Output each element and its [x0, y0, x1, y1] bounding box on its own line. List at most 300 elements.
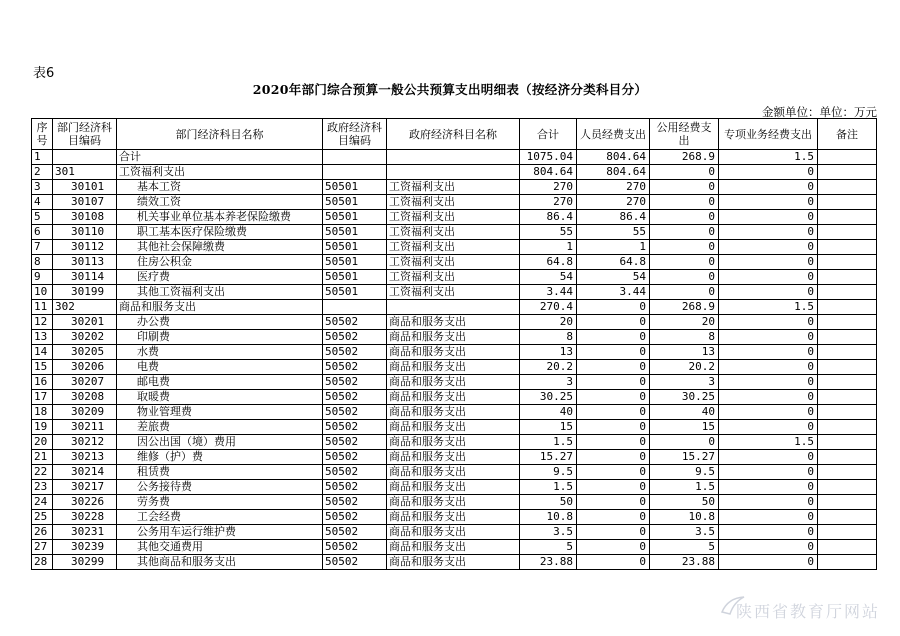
cell-dept-name: 工资福利支出 — [117, 165, 323, 180]
cell-gov-name: 商品和服务支出 — [387, 480, 520, 495]
cell-total: 20.2 — [520, 360, 577, 375]
table-row — [32, 180, 877, 195]
header-remark: 备注 — [818, 119, 877, 150]
cell-seq: 28 — [32, 555, 53, 570]
cell-seq: 12 — [32, 315, 53, 330]
cell-gov-code: 50501 — [323, 270, 387, 285]
cell-gov-code: 50502 — [323, 555, 387, 570]
cell-public: 268.9 — [650, 150, 719, 165]
cell-seq: 13 — [32, 330, 53, 345]
cell-remark — [818, 405, 877, 420]
cell-gov-code: 50501 — [323, 240, 387, 255]
cell-personnel: 0 — [577, 510, 650, 525]
cell-personnel: 0 — [577, 525, 650, 540]
watermark-text: 陕西省教育厅网站 — [735, 602, 880, 621]
cell-personnel: 86.4 — [577, 210, 650, 225]
cell-remark — [818, 375, 877, 390]
cell-seq: 8 — [32, 255, 53, 270]
cell-special: 0 — [719, 195, 818, 210]
cell-gov-code: 50502 — [323, 525, 387, 540]
cell-dept-name: 印刷费 — [117, 330, 323, 345]
cell-dept-code: 30228 — [53, 510, 117, 525]
cell-dept-name: 住房公积金 — [117, 255, 323, 270]
cell-gov-code: 50502 — [323, 495, 387, 510]
cell-remark — [818, 510, 877, 525]
cell-dept-name: 其他商品和服务支出 — [117, 555, 323, 570]
cell-dept-code: 30226 — [53, 495, 117, 510]
cell-personnel: 0 — [577, 360, 650, 375]
cell-special: 1.5 — [719, 435, 818, 450]
table-row — [32, 495, 877, 510]
cell-total: 804.64 — [520, 165, 577, 180]
cell-seq: 18 — [32, 405, 53, 420]
cell-public: 20 — [650, 315, 719, 330]
cell-public: 0 — [650, 165, 719, 180]
cell-gov-code: 50502 — [323, 375, 387, 390]
header-public: 公用经费支出 — [650, 119, 719, 150]
table-row — [32, 285, 877, 300]
cell-personnel: 54 — [577, 270, 650, 285]
cell-public: 20.2 — [650, 360, 719, 375]
cell-special: 0 — [719, 315, 818, 330]
cell-seq: 17 — [32, 390, 53, 405]
cell-personnel: 804.64 — [577, 165, 650, 180]
header-personnel: 人员经费支出 — [577, 119, 650, 150]
cell-dept-code: 30108 — [53, 210, 117, 225]
cell-total: 15 — [520, 420, 577, 435]
cell-personnel: 0 — [577, 300, 650, 315]
cell-personnel: 3.44 — [577, 285, 650, 300]
cell-gov-name: 工资福利支出 — [387, 210, 520, 225]
cell-remark — [818, 495, 877, 510]
cell-seq: 4 — [32, 195, 53, 210]
cell-dept-code: 30199 — [53, 285, 117, 300]
unit-note: 金额单位：单位：万元 — [762, 105, 877, 119]
cell-gov-name: 商品和服务支出 — [387, 360, 520, 375]
cell-gov-name: 工资福利支出 — [387, 180, 520, 195]
cell-total: 15.27 — [520, 450, 577, 465]
cell-gov-code: 50502 — [323, 360, 387, 375]
cell-gov-name: 商品和服务支出 — [387, 450, 520, 465]
cell-total: 86.4 — [520, 210, 577, 225]
cell-public: 1.5 — [650, 480, 719, 495]
table-row — [32, 255, 877, 270]
table-row — [32, 315, 877, 330]
cell-total: 3.5 — [520, 525, 577, 540]
cell-gov-code: 50502 — [323, 405, 387, 420]
cell-gov-name: 商品和服务支出 — [387, 555, 520, 570]
cell-personnel: 0 — [577, 435, 650, 450]
cell-public: 8 — [650, 330, 719, 345]
cell-remark — [818, 465, 877, 480]
table-row — [32, 330, 877, 345]
cell-remark — [818, 195, 877, 210]
cell-remark — [818, 525, 877, 540]
cell-dept-code: 30107 — [53, 195, 117, 210]
cell-dept-name: 劳务费 — [117, 495, 323, 510]
cell-special: 0 — [719, 180, 818, 195]
cell-gov-name: 商品和服务支出 — [387, 405, 520, 420]
header-dept-code: 部门经济科目编码 — [53, 119, 117, 150]
cell-personnel: 804.64 — [577, 150, 650, 165]
cell-dept-name: 公务用车运行维护费 — [117, 525, 323, 540]
page-title: 2020年部门综合预算一般公共预算支出明细表（按经济分类科目分） — [252, 82, 648, 97]
cell-public: 30.25 — [650, 390, 719, 405]
cell-personnel: 1 — [577, 240, 650, 255]
cell-gov-name: 商品和服务支出 — [387, 540, 520, 555]
cell-gov-code: 50502 — [323, 315, 387, 330]
table-row — [32, 270, 877, 285]
cell-remark — [818, 420, 877, 435]
cell-total: 50 — [520, 495, 577, 510]
cell-special: 0 — [719, 165, 818, 180]
cell-public: 0 — [650, 195, 719, 210]
table-row — [32, 390, 877, 405]
cell-special: 0 — [719, 420, 818, 435]
table-row — [32, 210, 877, 225]
cell-personnel: 0 — [577, 390, 650, 405]
cell-remark — [818, 225, 877, 240]
header-seq: 序号 — [32, 119, 53, 150]
cell-total: 270 — [520, 180, 577, 195]
cell-gov-code — [323, 165, 387, 180]
cell-gov-code: 50502 — [323, 465, 387, 480]
header-special: 专项业务经费支出 — [719, 119, 818, 150]
cell-gov-name: 商品和服务支出 — [387, 525, 520, 540]
cell-seq: 21 — [32, 450, 53, 465]
cell-seq: 6 — [32, 225, 53, 240]
cell-dept-code: 30208 — [53, 390, 117, 405]
cell-public: 0 — [650, 180, 719, 195]
cell-seq: 25 — [32, 510, 53, 525]
table-header-row — [32, 119, 877, 150]
cell-dept-name: 因公出国（境）费用 — [117, 435, 323, 450]
cell-remark — [818, 300, 877, 315]
cell-seq: 16 — [32, 375, 53, 390]
cell-special: 0 — [719, 210, 818, 225]
cell-personnel: 270 — [577, 180, 650, 195]
cell-remark — [818, 390, 877, 405]
cell-seq: 3 — [32, 180, 53, 195]
cell-remark — [818, 150, 877, 165]
cell-total: 5 — [520, 540, 577, 555]
cell-special: 0 — [719, 360, 818, 375]
cell-dept-code: 30205 — [53, 345, 117, 360]
table-row — [32, 165, 877, 180]
cell-dept-name: 水费 — [117, 345, 323, 360]
cell-seq: 24 — [32, 495, 53, 510]
cell-gov-name: 工资福利支出 — [387, 225, 520, 240]
expenditure-table — [31, 118, 877, 570]
cell-total: 1 — [520, 240, 577, 255]
cell-personnel: 0 — [577, 450, 650, 465]
cell-remark — [818, 345, 877, 360]
cell-dept-code: 30212 — [53, 435, 117, 450]
cell-dept-code: 30112 — [53, 240, 117, 255]
cell-special: 0 — [719, 390, 818, 405]
cell-dept-code — [53, 150, 117, 165]
table-row — [32, 240, 877, 255]
cell-total: 3.44 — [520, 285, 577, 300]
cell-dept-code: 30299 — [53, 555, 117, 570]
cell-gov-name: 商品和服务支出 — [387, 465, 520, 480]
cell-gov-name: 商品和服务支出 — [387, 435, 520, 450]
cell-personnel: 55 — [577, 225, 650, 240]
cell-total: 9.5 — [520, 465, 577, 480]
cell-dept-code: 30239 — [53, 540, 117, 555]
cell-dept-name: 商品和服务支出 — [117, 300, 323, 315]
cell-seq: 22 — [32, 465, 53, 480]
cell-total: 10.8 — [520, 510, 577, 525]
cell-public: 0 — [650, 225, 719, 240]
cell-dept-code: 30214 — [53, 465, 117, 480]
cell-special: 1.5 — [719, 300, 818, 315]
cell-dept-code: 301 — [53, 165, 117, 180]
cell-dept-name: 医疗费 — [117, 270, 323, 285]
cell-personnel: 0 — [577, 330, 650, 345]
cell-remark — [818, 435, 877, 450]
cell-seq: 9 — [32, 270, 53, 285]
cell-total: 13 — [520, 345, 577, 360]
cell-dept-code: 30211 — [53, 420, 117, 435]
cell-seq: 26 — [32, 525, 53, 540]
cell-dept-name: 邮电费 — [117, 375, 323, 390]
cell-gov-name: 商品和服务支出 — [387, 420, 520, 435]
cell-public: 10.8 — [650, 510, 719, 525]
cell-seq: 20 — [32, 435, 53, 450]
cell-special: 0 — [719, 270, 818, 285]
cell-gov-name: 工资福利支出 — [387, 195, 520, 210]
cell-gov-name: 商品和服务支出 — [387, 375, 520, 390]
cell-gov-code: 50502 — [323, 540, 387, 555]
cell-gov-code: 50502 — [323, 510, 387, 525]
cell-dept-code: 30201 — [53, 315, 117, 330]
cell-gov-name — [387, 300, 520, 315]
cell-dept-name: 其他交通费用 — [117, 540, 323, 555]
cell-public: 50 — [650, 495, 719, 510]
cell-dept-name: 基本工资 — [117, 180, 323, 195]
header-dept-name: 部门经济科目名称 — [117, 119, 323, 150]
cell-remark — [818, 315, 877, 330]
cell-special: 0 — [719, 495, 818, 510]
cell-dept-name: 公务接待费 — [117, 480, 323, 495]
cell-special: 0 — [719, 540, 818, 555]
cell-gov-name: 商品和服务支出 — [387, 330, 520, 345]
cell-gov-name: 工资福利支出 — [387, 255, 520, 270]
cell-remark — [818, 450, 877, 465]
cell-dept-name: 合计 — [117, 150, 323, 165]
table-row — [32, 420, 877, 435]
cell-special: 0 — [719, 405, 818, 420]
cell-dept-code: 30101 — [53, 180, 117, 195]
cell-dept-name: 物业管理费 — [117, 405, 323, 420]
cell-seq: 1 — [32, 150, 53, 165]
cell-personnel: 0 — [577, 315, 650, 330]
cell-dept-code: 30206 — [53, 360, 117, 375]
cell-personnel: 0 — [577, 375, 650, 390]
cell-seq: 15 — [32, 360, 53, 375]
cell-seq: 7 — [32, 240, 53, 255]
cell-remark — [818, 540, 877, 555]
table-row — [32, 450, 877, 465]
cell-special: 1.5 — [719, 150, 818, 165]
cell-personnel: 0 — [577, 345, 650, 360]
cell-public: 0 — [650, 210, 719, 225]
cell-remark — [818, 330, 877, 345]
cell-gov-name: 商品和服务支出 — [387, 510, 520, 525]
cell-dept-code: 30113 — [53, 255, 117, 270]
cell-gov-code: 50502 — [323, 345, 387, 360]
cell-dept-name: 租赁费 — [117, 465, 323, 480]
table-row — [32, 540, 877, 555]
cell-total: 270.4 — [520, 300, 577, 315]
cell-total: 23.88 — [520, 555, 577, 570]
cell-personnel: 0 — [577, 405, 650, 420]
cell-public: 40 — [650, 405, 719, 420]
cell-total: 30.25 — [520, 390, 577, 405]
cell-gov-name: 工资福利支出 — [387, 240, 520, 255]
cell-remark — [818, 555, 877, 570]
cell-public: 0 — [650, 270, 719, 285]
cell-public: 5 — [650, 540, 719, 555]
cell-total: 1.5 — [520, 435, 577, 450]
cell-dept-name: 绩效工资 — [117, 195, 323, 210]
table-row — [32, 465, 877, 480]
cell-total: 1.5 — [520, 480, 577, 495]
cell-special: 0 — [719, 555, 818, 570]
cell-remark — [818, 180, 877, 195]
cell-gov-name — [387, 165, 520, 180]
cell-gov-code: 50502 — [323, 450, 387, 465]
cell-seq: 14 — [32, 345, 53, 360]
cell-gov-name: 工资福利支出 — [387, 285, 520, 300]
cell-total: 40 — [520, 405, 577, 420]
cell-dept-name: 取暖费 — [117, 390, 323, 405]
cell-gov-code: 50502 — [323, 330, 387, 345]
cell-personnel: 0 — [577, 465, 650, 480]
cell-personnel: 0 — [577, 555, 650, 570]
cell-remark — [818, 480, 877, 495]
cell-public: 0 — [650, 435, 719, 450]
cell-dept-name: 工会经费 — [117, 510, 323, 525]
cell-public: 9.5 — [650, 465, 719, 480]
cell-total: 1075.04 — [520, 150, 577, 165]
cell-gov-name: 商品和服务支出 — [387, 345, 520, 360]
table-row — [32, 480, 877, 495]
cell-gov-name: 商品和服务支出 — [387, 495, 520, 510]
cell-dept-name: 其他工资福利支出 — [117, 285, 323, 300]
cell-personnel: 0 — [577, 540, 650, 555]
cell-special: 0 — [719, 240, 818, 255]
table-row — [32, 195, 877, 210]
table-row — [32, 510, 877, 525]
cell-special: 0 — [719, 255, 818, 270]
cell-gov-code: 50502 — [323, 420, 387, 435]
cell-remark — [818, 360, 877, 375]
cell-public: 15 — [650, 420, 719, 435]
cell-remark — [818, 270, 877, 285]
cell-total: 54 — [520, 270, 577, 285]
table-row — [32, 375, 877, 390]
cell-dept-code: 30207 — [53, 375, 117, 390]
cell-personnel: 0 — [577, 495, 650, 510]
cell-gov-code: 50501 — [323, 195, 387, 210]
cell-remark — [818, 165, 877, 180]
cell-dept-code: 30114 — [53, 270, 117, 285]
watermark — [720, 582, 880, 622]
cell-gov-code: 50501 — [323, 210, 387, 225]
table-row — [32, 225, 877, 240]
cell-dept-name: 差旅费 — [117, 420, 323, 435]
cell-gov-code: 50501 — [323, 285, 387, 300]
cell-seq: 11 — [32, 300, 53, 315]
cell-dept-name: 维修（护）费 — [117, 450, 323, 465]
cell-gov-code: 50501 — [323, 255, 387, 270]
cell-dept-code: 30231 — [53, 525, 117, 540]
cell-gov-code: 50501 — [323, 180, 387, 195]
cell-dept-code: 30217 — [53, 480, 117, 495]
cell-special: 0 — [719, 525, 818, 540]
cell-dept-name: 办公费 — [117, 315, 323, 330]
cell-seq: 27 — [32, 540, 53, 555]
cell-dept-name: 职工基本医疗保险缴费 — [117, 225, 323, 240]
cell-seq: 5 — [32, 210, 53, 225]
cell-gov-code: 50501 — [323, 225, 387, 240]
cell-personnel: 0 — [577, 420, 650, 435]
cell-gov-code — [323, 300, 387, 315]
cell-dept-name: 机关事业单位基本养老保险缴费 — [117, 210, 323, 225]
cell-public: 3 — [650, 375, 719, 390]
cell-special: 0 — [719, 345, 818, 360]
cell-public: 23.88 — [650, 555, 719, 570]
cell-personnel: 0 — [577, 480, 650, 495]
cell-special: 0 — [719, 450, 818, 465]
cell-special: 0 — [719, 285, 818, 300]
table-row — [32, 525, 877, 540]
cell-seq: 2 — [32, 165, 53, 180]
table-row — [32, 360, 877, 375]
cell-special: 0 — [719, 480, 818, 495]
cell-dept-code: 302 — [53, 300, 117, 315]
cell-remark — [818, 210, 877, 225]
cell-public: 268.9 — [650, 300, 719, 315]
cell-special: 0 — [719, 510, 818, 525]
table-row — [32, 345, 877, 360]
cell-public: 3.5 — [650, 525, 719, 540]
cell-personnel: 64.8 — [577, 255, 650, 270]
cell-special: 0 — [719, 375, 818, 390]
cell-remark — [818, 285, 877, 300]
cell-total: 3 — [520, 375, 577, 390]
table-label: 表6 — [33, 66, 55, 81]
cell-gov-name: 商品和服务支出 — [387, 315, 520, 330]
cell-gov-name: 商品和服务支出 — [387, 390, 520, 405]
cell-gov-name: 工资福利支出 — [387, 270, 520, 285]
cell-seq: 23 — [32, 480, 53, 495]
cell-total: 20 — [520, 315, 577, 330]
cell-public: 15.27 — [650, 450, 719, 465]
cell-remark — [818, 255, 877, 270]
table-body — [32, 150, 877, 570]
cell-gov-code: 50502 — [323, 435, 387, 450]
cell-dept-code: 30213 — [53, 450, 117, 465]
cell-personnel: 270 — [577, 195, 650, 210]
cell-public: 0 — [650, 285, 719, 300]
cell-special: 0 — [719, 225, 818, 240]
cell-total: 8 — [520, 330, 577, 345]
cell-public: 13 — [650, 345, 719, 360]
cell-dept-name: 电费 — [117, 360, 323, 375]
